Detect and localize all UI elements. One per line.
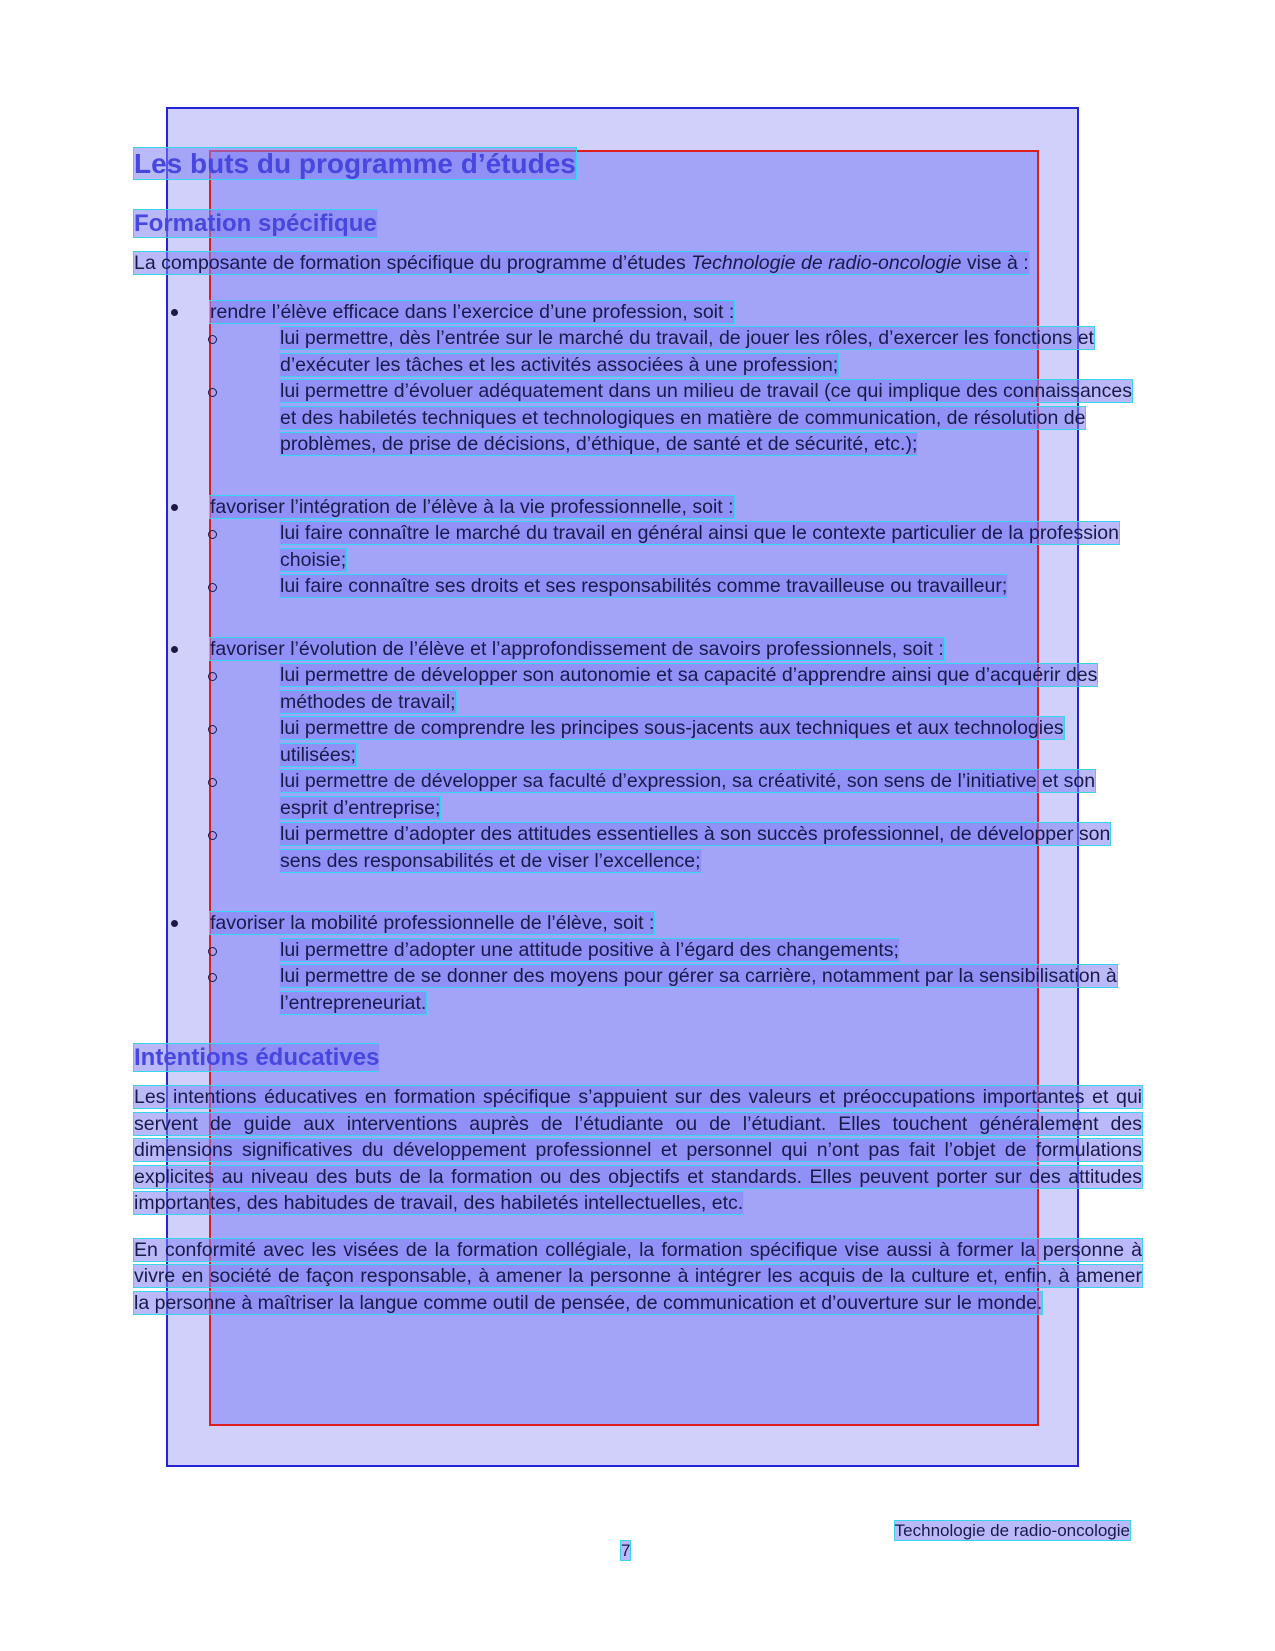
circle-bullet-icon bbox=[208, 672, 217, 681]
section-heading-formation: Formation spécifique bbox=[134, 210, 377, 237]
sub-item: lui faire connaître ses droits et ses responsabilités comme travailleuse ou travailleur; bbox=[204, 573, 1142, 600]
goal-sublist bbox=[210, 662, 1142, 874]
intentions-paragraph: Les intentions éducatives en formation spécifique s’appuient sur des valeurs et préoccupations importantes et qui servent de guide aux interventions auprès de l’étudiante ou de l’étudiant. Elles touchent généralement des dimensions significatives du développement professionnel et personnel qui n’ont pas fait l’objet de formulations explicites au niveau des buts de la formation ou des objectifs et standards. Elles peuvent porter sur des attitudes importantes, des habitudes de travail, des habiletés intellectuelles, etc. bbox=[134, 1086, 1142, 1214]
sub-item: lui permettre d’évoluer adéquatement dans un milieu de travail (ce qui implique des connaissances et des habiletés techniques et technologiques en matière de communication, de résolution de problèmes, de prise de décisions, d’éthique, de santé et de sécurité, etc.); bbox=[204, 378, 1142, 458]
sub-item: lui faire connaître le marché du travail en général ainsi que le contexte particulier de la profession choisie; bbox=[204, 520, 1142, 573]
circle-bullet-icon bbox=[208, 973, 217, 982]
sub-item: lui permettre d’adopter des attitudes essentielles à son succès professionnel, de développer son sens des responsabilités et de viser l’excellence; bbox=[204, 821, 1142, 874]
goal-item: favoriser l’intégration de l’élève à la vie professionnelle, soit : lui faire connaître le marché du travail en général ainsi que le contexte particulier de la profession choisie; lui faire connaître ses droits et ses responsabilités comme travailleuse ou travailleur; bbox=[134, 494, 1142, 600]
footer-document-title: Technologie de radio-oncologie bbox=[894, 1521, 1130, 1540]
bullet-icon bbox=[171, 920, 178, 927]
sub-item: lui permettre d’adopter une attitude positive à l’égard des changements; bbox=[204, 937, 1142, 964]
page-title: Les buts du programme d’études bbox=[134, 148, 576, 179]
goal-sublist bbox=[210, 937, 1142, 1017]
bullet-icon bbox=[171, 646, 178, 653]
circle-bullet-icon bbox=[208, 947, 217, 956]
circle-bullet-icon bbox=[208, 530, 217, 539]
intro-paragraph: La composante de formation spécifique du programme d’études Technologie de radio-oncologie vise à : bbox=[134, 252, 1029, 274]
section-heading-intentions: Intentions éducatives bbox=[134, 1044, 380, 1071]
goal-item: rendre l’élève efficace dans l’exercice d’une profession, soit : lui permettre, dès l’entrée sur le marché du travail, de jouer les rôles, d’exercer les fonctions et d’exécuter les tâches et les activités associées à une profession; lui permettre d’évoluer adéquatement dans un milieu de travail (ce qui implique des connaissances et des habiletés techniques et technologiques en matière de communication, de résolution de problèmes, de prise de décisions, d’éthique, de santé et de sécurité, etc.); bbox=[134, 299, 1142, 458]
goals-list bbox=[134, 299, 1142, 1017]
goal-sublist bbox=[210, 325, 1142, 458]
sub-item: lui permettre de comprendre les principes sous-jacents aux techniques et aux technologies utilisées; bbox=[204, 715, 1142, 768]
bullet-icon bbox=[171, 309, 178, 316]
goal-sublist bbox=[210, 520, 1142, 600]
goal-item: favoriser l’évolution de l’élève et l’approfondissement de savoirs professionnels, soit : lui permettre de développer son autonomie et sa capacité d’apprendre ainsi que d’acquérir des méthodes de travail; lui permettre de comprendre les principes sous-jacents aux techniques et aux technologies utilisées; lui permettre de développer sa faculté d’expression, sa créativité, son sens de l’initiative et son esprit d’entreprise; lui permettre d’adopter des attitudes essentielles à son succès professionnel, de développer son sens des responsabilités et de viser l’excellence; bbox=[134, 636, 1142, 875]
circle-bullet-icon bbox=[208, 778, 217, 787]
circle-bullet-icon bbox=[208, 583, 217, 592]
bullet-icon bbox=[171, 504, 178, 511]
circle-bullet-icon bbox=[208, 388, 217, 397]
circle-bullet-icon bbox=[208, 831, 217, 840]
sub-item: lui permettre, dès l’entrée sur le marché du travail, de jouer les rôles, d’exercer les fonctions et d’exécuter les tâches et les activités associées à une profession; bbox=[204, 325, 1142, 378]
page-content bbox=[134, 146, 1142, 1316]
sub-item: lui permettre de développer sa faculté d’expression, sa créativité, son sens de l’initiative et son esprit d’entreprise; bbox=[204, 768, 1142, 821]
goal-item: favoriser la mobilité professionnelle de l’élève, soit : lui permettre d’adopter une attitude positive à l’égard des changements; lui permettre de se donner des moyens pour gérer sa carrière, notamment par la sensibilisation à l’entrepreneuriat. bbox=[134, 910, 1142, 1016]
sub-item: lui permettre de se donner des moyens pour gérer sa carrière, notamment par la sensibilisation à l’entrepreneuriat. bbox=[204, 963, 1142, 1016]
sub-item: lui permettre de développer son autonomie et sa capacité d’apprendre ainsi que d’acquérir des méthodes de travail; bbox=[204, 662, 1142, 715]
conformity-paragraph: En conformité avec les visées de la formation collégiale, la formation spécifique vise aussi à former la personne à vivre en société de façon responsable, à amener la personne à intégrer les acquis de la culture et, enfin, à amener la personne à maîtriser la langue comme outil de pensée, de communication et d’ouverture sur le monde. bbox=[134, 1238, 1142, 1314]
circle-bullet-icon bbox=[208, 335, 217, 344]
circle-bullet-icon bbox=[208, 725, 217, 734]
page-number: 7 bbox=[621, 1541, 631, 1560]
